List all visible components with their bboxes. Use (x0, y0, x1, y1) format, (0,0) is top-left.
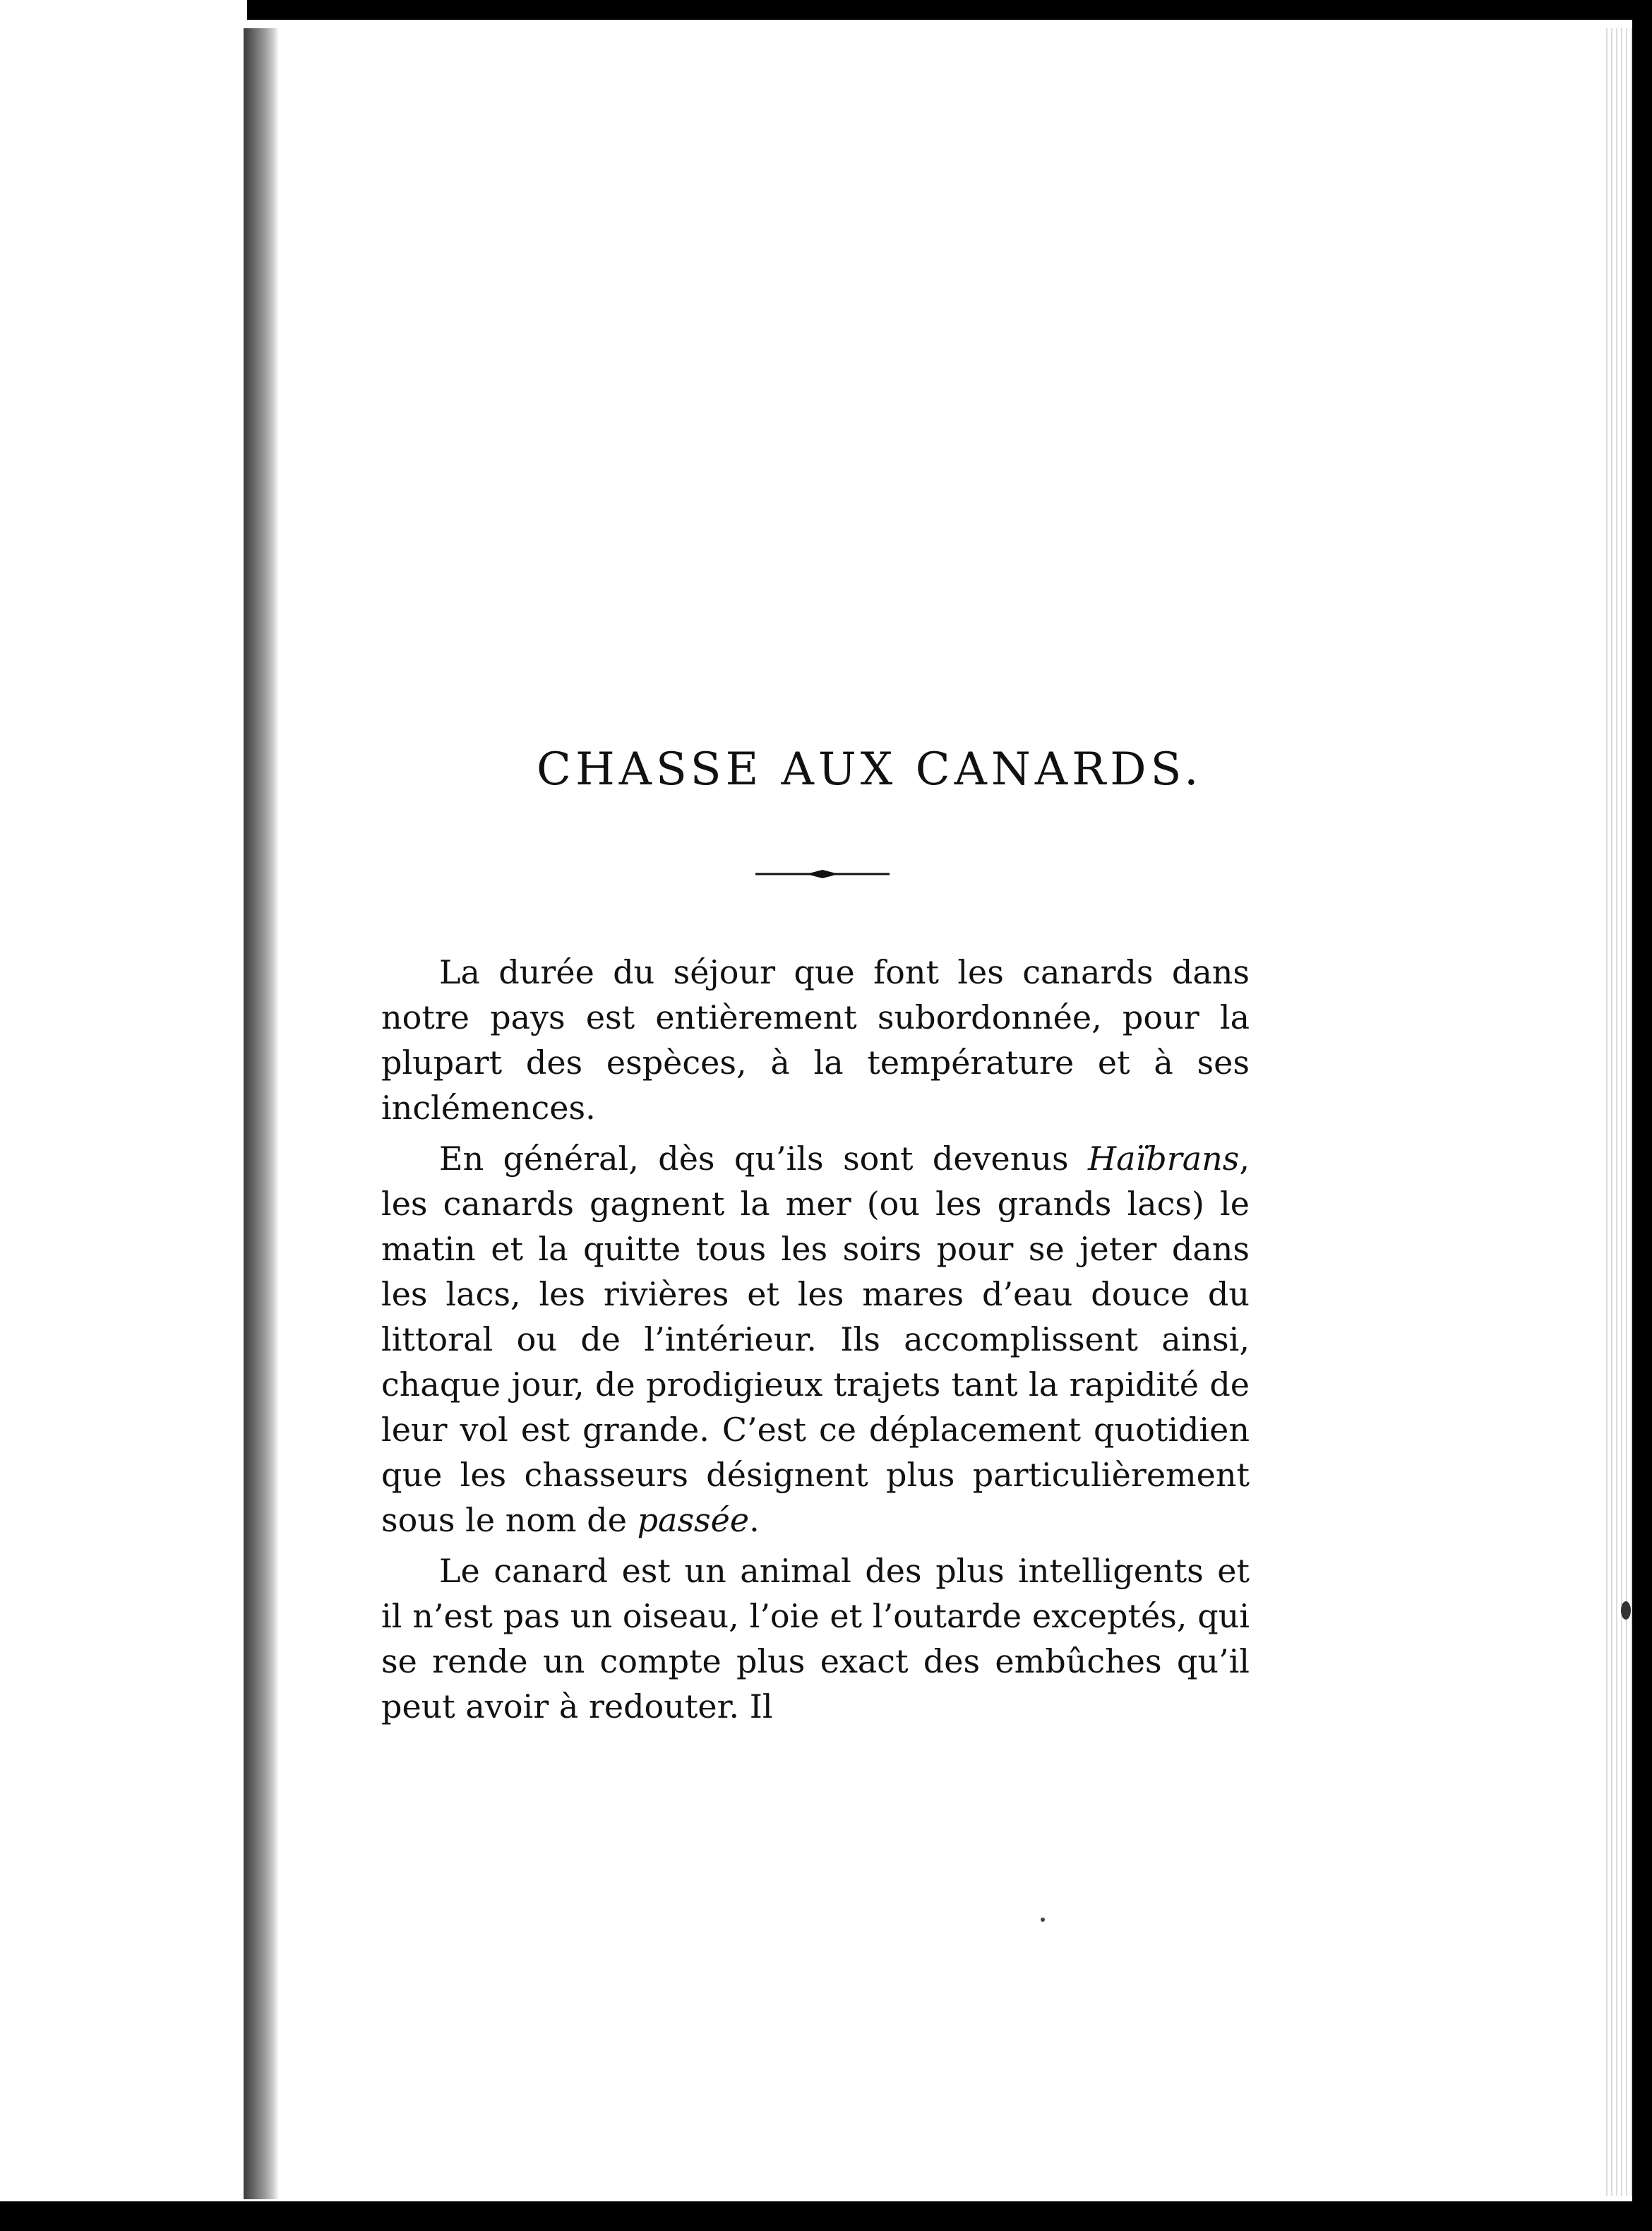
page-edges (1603, 28, 1632, 2196)
paragraph-2 (381, 1136, 1250, 1543)
scan-speck (1041, 1918, 1045, 1922)
chapter-title: CHASSE AUX CANARDS. (537, 743, 1203, 796)
book-spine-shadow (244, 28, 279, 2199)
paragraph-3: Le canard est un animal des plus intelligents et il n’est pas un oiseau, l’oie et l’outarde exceptés, qui se rende un compte plus exact des embûches qu’il peut avoir à redouter. Il (381, 1552, 1250, 1725)
title-ornament (755, 867, 890, 881)
paragraph-1: La durée du séjour que font les canards dans notre pays est entièrement subordonnée, pour la plupart des espèces, à la température et à ses inclémences. (381, 953, 1250, 1127)
paragraph-2-text-middle: , les canards gagnent la mer (ou les grands lacs) le matin et la quitte tous les soirs pour se jeter dans les lacs, les rivières et les mares d’eau douce du littoral ou de l’intérieur. Ils accomplissent ainsi, chaque jour, de prodigieux trajets tant la rapidité de leur vol est grande. C’est ce déplacement quotidien que les chasseurs désignent plus particulièrement sous le nom de (381, 1140, 1250, 1539)
paragraph-2-text-before: En général, dès qu’ils sont devenus (439, 1140, 1089, 1178)
facing-page (0, 0, 244, 2201)
italic-term-passee: passée (637, 1501, 750, 1539)
scan-border-bottom (0, 2201, 1652, 2231)
scan-speck (1621, 1601, 1631, 1620)
body-text (381, 950, 1250, 1729)
paragraph-2-text-after: . (749, 1501, 760, 1539)
italic-term-haibrans: Haïbrans (1088, 1140, 1240, 1178)
scan-border-top (247, 0, 1652, 20)
scan-border-right (1632, 0, 1652, 2231)
